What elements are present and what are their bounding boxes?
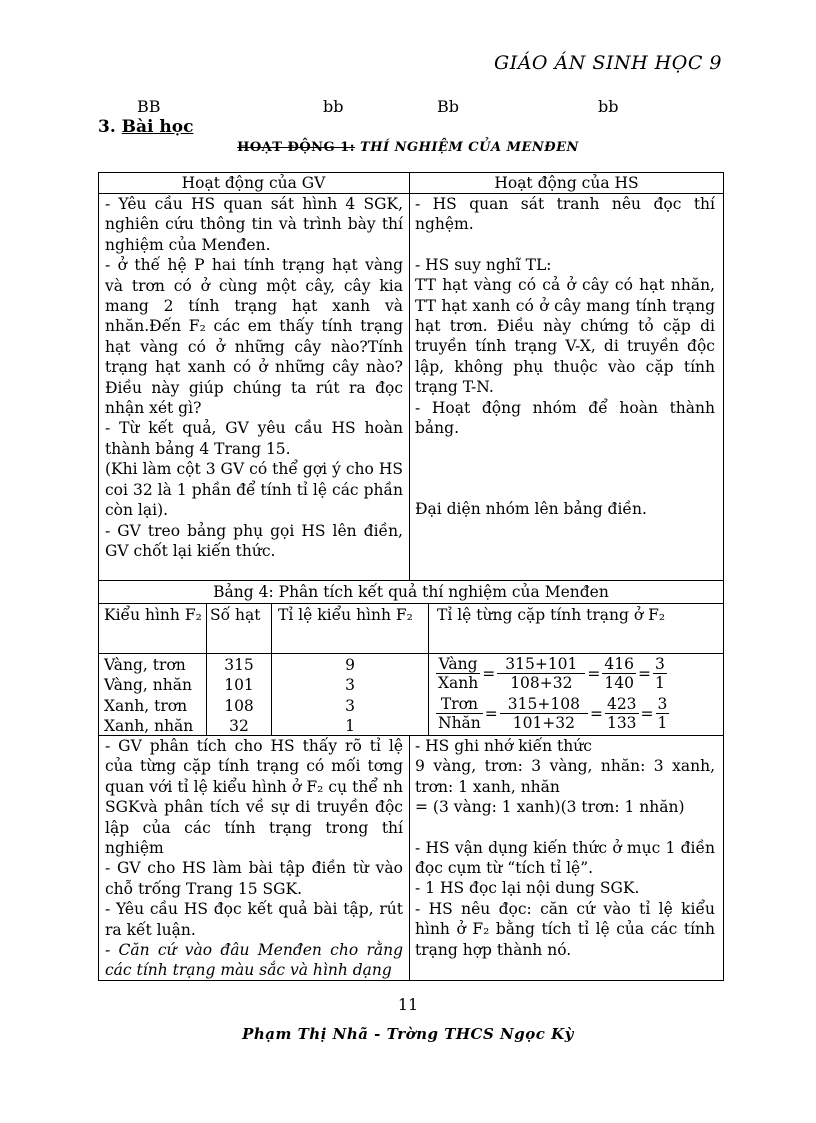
hs-step: = (3 vàng: 1 xanh)(3 trơn: 1 nhăn) xyxy=(415,798,685,817)
gv-step: - Yêu cầu HS đọc kết quả bài tập, rút ra kết luận. xyxy=(105,900,403,939)
phenotype-ratio: 3 xyxy=(345,676,355,695)
table4-types xyxy=(104,655,204,737)
section-title: Bài học xyxy=(121,117,194,137)
genotype-3: Bb xyxy=(437,97,459,116)
section-heading xyxy=(98,117,193,137)
rule xyxy=(98,603,724,604)
hs-step: - 1 HS đọc lại nội dung SGK. xyxy=(415,879,640,898)
table4-header-pair-ratio: Tỉ lệ từng cặp tính trạng ở F₂ xyxy=(437,606,666,624)
rule xyxy=(98,580,724,581)
table4-header-ratio: Tỉ lệ kiểu hình F₂ xyxy=(278,606,413,624)
hs-step: - HS nêu đọc: căn cứ vào tỉ lệ kiểu hình ở F₂ bằng tích tỉ lệ của các tính trạng hợp thành nó. xyxy=(415,899,715,959)
gv-step: - GV treo bảng phụ gọi HS lên điền, GV chốt lại kiến thức. xyxy=(105,521,403,560)
table4-header-count: Số hạt xyxy=(210,606,261,624)
hs-step: Đại diện nhóm lên bảng điền. xyxy=(415,500,647,519)
table4-ratios xyxy=(272,655,428,737)
activity-title: THÍ NGHIỆM CỦA MENĐEN xyxy=(360,140,579,155)
phenotype: Vàng, nhăn xyxy=(104,676,192,695)
hs-step: - HS ghi nhớ kiến thức xyxy=(415,737,592,755)
seed-count: 32 xyxy=(229,717,249,736)
gv-step: - Từ kết quả, GV yêu cầu HS hoàn thành bảng 4 Trang 15. xyxy=(105,419,403,458)
hs-step: - Hoạt động nhóm để hoàn thành bảng. xyxy=(415,398,715,438)
document-header-title: GIÁO ÁN SINH HỌC 9 xyxy=(494,52,722,74)
gv-step: - GV phân tích cho HS thấy rõ tỉ lệ của từng cặp tính trạng có mối tơng quan với tỉ lệ kiểu hình ở F₂ cụ thể nh SGKvà phân tích về sự di truyền độc lập của các tính trạng trong thí nghiệm xyxy=(105,737,403,858)
seed-count: 315 xyxy=(224,656,254,674)
seed-count: 108 xyxy=(224,696,254,715)
genotype-4: bb xyxy=(598,97,619,116)
rule xyxy=(98,653,724,654)
genotype-2: bb xyxy=(323,97,344,116)
hs-step: - HS vận dụng kiến thức ở mục 1 điền đọc cụm từ “tích tỉ lệ”. xyxy=(415,838,715,878)
hs-step: 9 vàng, trơn: 3 vàng, nhăn: 3 xanh, trơn: 1 xanh, nhăn xyxy=(415,757,715,796)
table4-title: Bảng 4: Phân tích kết quả thí nghiệm của Menđen xyxy=(213,583,609,601)
hs-activities-1 xyxy=(415,194,715,520)
hs-step: - HS quan sát tranh nêu đọc thí nghệm. xyxy=(415,195,715,234)
activity-label: HOẠT ĐỘNG 1: xyxy=(237,140,356,155)
gv-step: - Yêu cầu HS quan sát hình 4 SGK, nghiên cứu thông tin và trình bày thí nghiệm của Menđen. xyxy=(105,195,403,254)
phenotype: Xanh, trơn xyxy=(104,696,188,715)
color-ratio-formula: $\frac{\text{Vàng}}{\text{Xanh}}$ = $\frac{315+101}{108+32}$ = $\frac{416}{140}$ = $\frac{3}{1}$ xyxy=(438,655,665,692)
activity-heading xyxy=(0,140,816,155)
gv-activities-2 xyxy=(105,736,403,981)
gv-activities-1 xyxy=(105,194,403,561)
shape-ratio-formula: $\frac{\text{Trơn}}{\text{Nhăn}}$ = $\frac{315+108}{101+32}$ = $\frac{423}{133}$ = $\frac{3}{1}$ xyxy=(438,695,668,732)
genotype-1: BB xyxy=(137,97,161,116)
gv-step: - GV cho HS làm bài tập điền từ vào chỗ trống Trang 15 SGK. xyxy=(105,859,403,898)
seed-count: 101 xyxy=(224,676,254,695)
document-footer: Phạm Thị Nhã - Trờng THCS Ngọc Kỳ xyxy=(242,1025,574,1043)
phenotype-ratio: 3 xyxy=(345,696,355,715)
rule xyxy=(409,735,410,981)
hs-column-header: Hoạt động của HS xyxy=(494,174,639,192)
phenotype: Xanh, nhăn xyxy=(104,717,194,736)
rule xyxy=(428,603,429,735)
gv-step: - ở thế hệ P hai tính trạng hạt vàng và trơn có ở cùng một cây, cây kia mang 2 tính trạng hạt xanh và nhăn.Đến F₂ các em thấy tính trạng hạt vàng có ở những cây nào?Tính trạng hạt xanh có ở những cây nào?Điều này giúp chúng ta rút ra đọc nhận xét gì? xyxy=(105,256,403,418)
table4-counts xyxy=(207,655,271,737)
hs-step: - HS suy nghĩ TL: xyxy=(415,255,552,274)
gv-column-header: Hoạt động của GV xyxy=(181,174,326,192)
section-number: 3. xyxy=(98,117,116,137)
phenotype-ratio: 1 xyxy=(345,717,355,736)
hs-activities-2 xyxy=(415,736,715,960)
gv-step: (Khi làm cột 3 GV có thể gợi ý cho HS coi 32 là 1 phần để tính tỉ lệ các phần còn lại). xyxy=(105,460,403,520)
phenotype: Vàng, trơn xyxy=(104,656,186,674)
gv-step: - Căn cứ vào đâu Menđen cho rằng các tính trạng màu sắc và hình dạng xyxy=(105,941,403,980)
rule xyxy=(409,172,410,580)
page-number: 11 xyxy=(397,995,419,1014)
table4-header-type: Kiểu hình F₂ xyxy=(104,606,202,624)
hs-step: TT hạt vàng có cả ở cây có hạt nhăn, TT hạt xanh có ở cây mang tính trạng hạt trơn. Điều này chứng tỏ cặp di truyền tính trạng V-X, di truyền độc lập, không phụ thuộc vào cặp tính trạng T-N. xyxy=(415,276,715,397)
phenotype-ratio: 9 xyxy=(345,656,355,674)
